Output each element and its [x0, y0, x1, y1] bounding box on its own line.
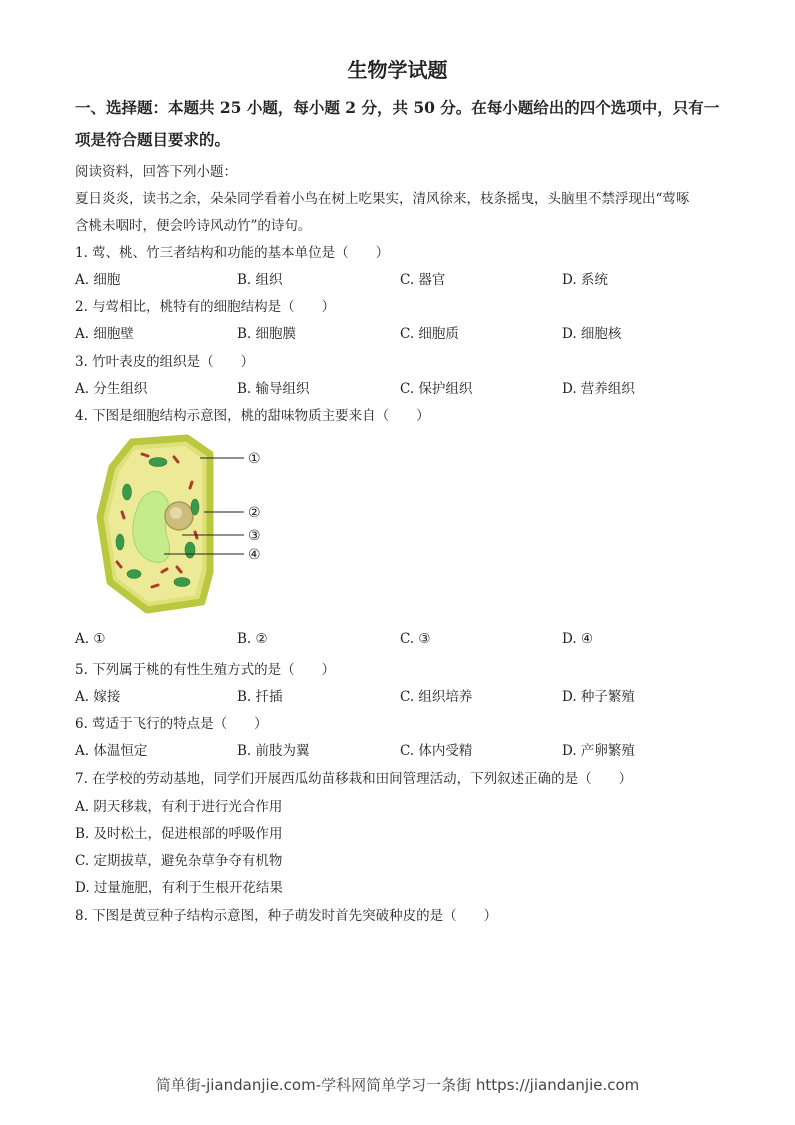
question-8: 8. 下图是黄豆种子结构示意图，种子萌发时首先突破种皮的是（ ） — [75, 908, 498, 924]
q4-option-b: B. ② — [237, 631, 268, 647]
label-3: ③ — [248, 528, 261, 544]
plant-cell-diagram — [92, 432, 282, 617]
question-7: 7. 在学校的劳动基地，同学们开展西瓜幼苗移栽和田间管理活动，下列叙述正确的是（ ） — [75, 771, 633, 787]
q7-option-b: B. 及时松土，促进根部的呼吸作用 — [75, 826, 283, 842]
q2-option-c: C. 细胞质 — [400, 326, 459, 342]
q4-option-c: C. ③ — [400, 631, 431, 647]
q2-option-d: D. 细胞核 — [562, 326, 622, 342]
q1-option-c: C. 器官 — [400, 272, 446, 288]
q6-option-d: D. 产卵繁殖 — [562, 743, 635, 759]
q1-option-d: D. 系统 — [562, 272, 608, 288]
q3-option-d: D. 营养组织 — [562, 381, 635, 397]
q4-option-a: A. ① — [75, 631, 106, 647]
q7-option-c: C. 定期拔草，避免杂草争夺有机物 — [75, 853, 283, 869]
q4-option-d: D. ④ — [562, 631, 594, 647]
question-2: 2. 与莺相比，桃特有的细胞结构是（ ） — [75, 299, 336, 315]
q6-option-b: B. 前肢为翼 — [237, 743, 310, 759]
footer-watermark: 简单街-jiandanjie.com-学科网简单学习一条街 https://jiandanjie.com — [155, 1076, 640, 1094]
question-5: 5. 下列属于桃的有性生殖方式的是（ ） — [75, 662, 336, 678]
q5-option-a: A. 嫁接 — [75, 689, 121, 705]
q7-option-a: A. 阴天移栽，有利于进行光合作用 — [75, 799, 283, 815]
question-3: 3. 竹叶表皮的组织是（ ） — [75, 354, 255, 370]
reading-paragraph-line1: 夏日炎炎，读书之余，朵朵同学看着小鸟在树上吃果实，清风徐来，枝条摇曳，头脑里不禁浮现出“莺啄 — [75, 191, 690, 207]
label-1: ① — [248, 451, 261, 467]
q5-option-b: B. 扦插 — [237, 689, 283, 705]
label-4: ④ — [248, 547, 261, 563]
question-4: 4. 下图是细胞结构示意图，桃的甜味物质主要来自（ ） — [75, 408, 430, 424]
reading-instruction: 阅读资料，回答下列小题： — [75, 164, 237, 180]
q2-option-a: A. 细胞壁 — [75, 326, 134, 342]
q7-option-d: D. 过量施肥，有利于生根开花结果 — [75, 880, 283, 896]
q2-option-b: B. 细胞膜 — [237, 326, 297, 342]
q1-option-a: A. 细胞 — [75, 272, 121, 288]
q3-option-a: A. 分生组织 — [75, 381, 148, 397]
q5-option-c: C. 组织培养 — [400, 689, 473, 705]
q3-option-b: B. 输导组织 — [237, 381, 310, 397]
q3-option-c: C. 保护组织 — [400, 381, 473, 397]
reading-paragraph-line2: 含桃未咽时，便会吟诗风动竹”的诗句。 — [75, 218, 312, 234]
section-heading-line1: 一、选择题：本题共 25 小题，每小题 2 分，共 50 分。在每小题给出的四个选项中，只有一 — [75, 98, 720, 117]
q6-option-a: A. 体温恒定 — [75, 743, 148, 759]
page-title: 生物学试题 — [347, 58, 448, 82]
label-2: ② — [248, 505, 261, 521]
q1-option-b: B. 组织 — [237, 272, 283, 288]
question-1: 1. 莺、桃、竹三者结构和功能的基本单位是（ ） — [75, 245, 390, 261]
section-heading-line2: 项是符合题目要求的。 — [75, 130, 231, 149]
q6-option-c: C. 体内受精 — [400, 743, 473, 759]
question-6: 6. 莺适于飞行的特点是（ ） — [75, 716, 268, 732]
q5-option-d: D. 种子繁殖 — [562, 689, 635, 705]
